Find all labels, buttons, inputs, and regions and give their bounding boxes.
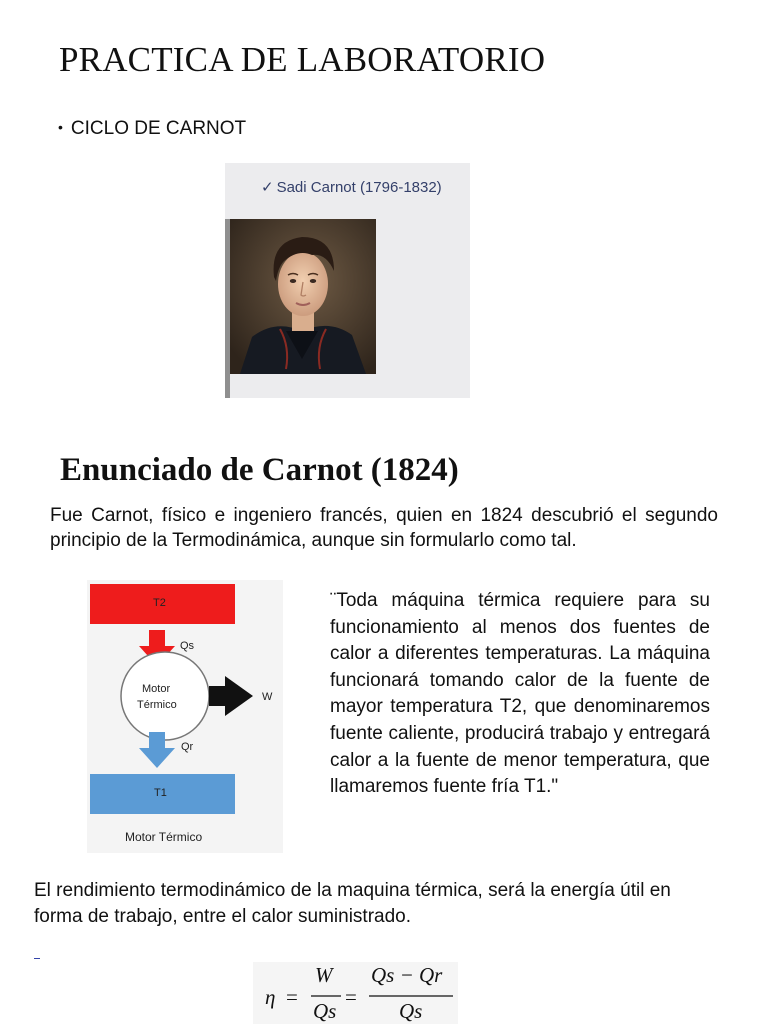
heat-out-label: Qr <box>181 741 194 753</box>
work-label: W <box>262 691 273 703</box>
section-heading: Enunciado de Carnot (1824) <box>60 452 459 488</box>
page-title: PRACTICA DE LABORATORIO <box>59 40 546 79</box>
portrait-illustration <box>230 219 376 374</box>
carnot-statement-quote: ¨Toda máquina térmica requiere para su funcionamiento al menos dos fuentes de calor a diferentes temperaturas. La máquina funcionará tomando calor de la fuente de mayor temperatura T2, que denominaremos fuente caliente, producirá trabajo y entregará calor a la fuente de menor temperatura, que llamaremos fuente fría T1." <box>330 590 710 798</box>
cold-reservoir-label: T1 <box>154 787 167 799</box>
hot-reservoir <box>90 584 235 624</box>
formula-equals-1: = <box>286 985 298 1009</box>
portrait-card <box>225 163 470 398</box>
intro-paragraph: Fue Carnot, físico e ingeniero francés, quien en 1824 descubrió el segundo principio de la Termodinámica, aunque sin formularlo como tal. <box>50 505 718 551</box>
work-arrow-icon <box>209 676 253 716</box>
heat-in-label: Qs <box>180 640 195 652</box>
engine-label-line1: Motor <box>142 683 171 695</box>
formula-frac2-numerator: Qs − Qr <box>371 963 443 987</box>
hot-reservoir-label: T2 <box>153 597 166 609</box>
diagram-caption: Motor Térmico <box>125 830 203 844</box>
efficiency-formula <box>253 962 458 1024</box>
portrait-caption-text: Sadi Carnot (1796-1832) <box>276 179 442 196</box>
cold-reservoir <box>90 774 235 814</box>
heat-engine-diagram <box>87 580 283 853</box>
small-underline-mark <box>34 958 40 959</box>
bullet-text: CICLO DE CARNOT <box>70 118 247 139</box>
bullet-item <box>58 118 246 140</box>
formula-frac1-numerator: W <box>315 963 333 987</box>
formula-equals-2: = <box>345 985 357 1009</box>
checkmark-icon: ✓ <box>261 179 274 196</box>
engine-circle <box>121 652 209 740</box>
portrait-image <box>230 219 376 374</box>
bullet-dot-icon: • <box>58 119 63 135</box>
formula-frac1-denominator: Qs <box>313 999 337 1023</box>
formula-svg <box>253 962 458 1024</box>
engine-label-line2: Térmico <box>137 699 177 711</box>
portrait-caption <box>261 178 442 196</box>
efficiency-paragraph: El rendimiento termodinámico de la maquina térmica, será la energía útil en forma de trabajo, entre el calor suministrado. <box>34 880 671 927</box>
formula-eta: η <box>265 985 276 1009</box>
formula-frac2-denominator: Qs <box>399 999 423 1023</box>
